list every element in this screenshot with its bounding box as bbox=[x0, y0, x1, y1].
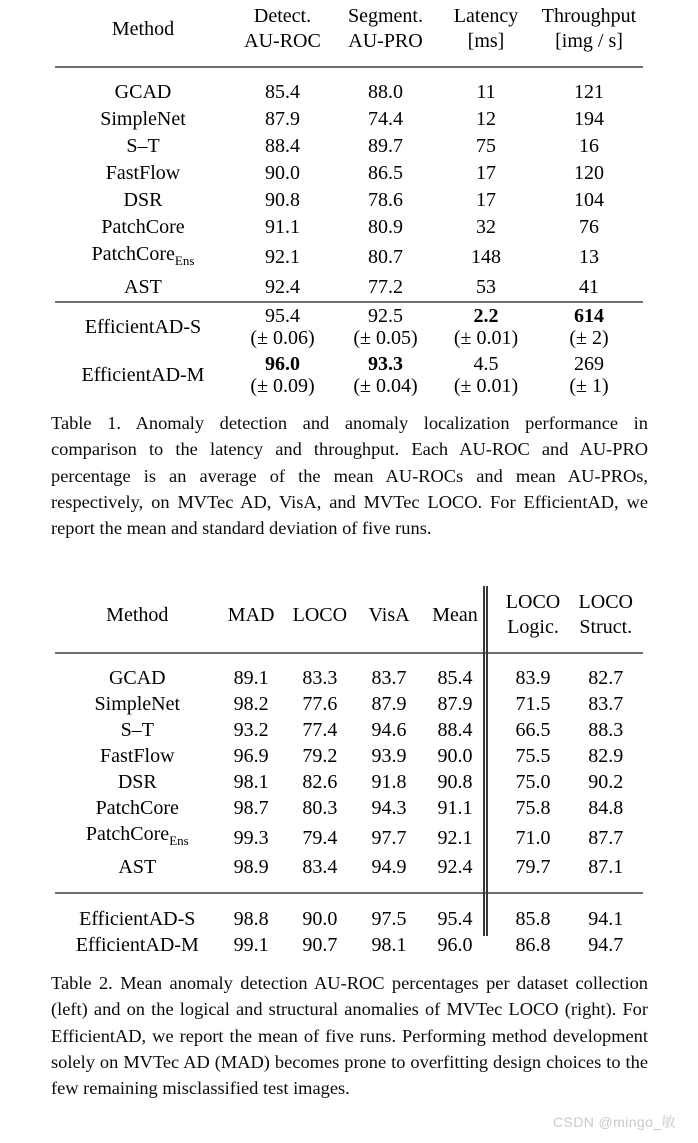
cell-mean-value: 92.5 bbox=[368, 305, 403, 327]
method-name: AST bbox=[124, 276, 162, 298]
method-name: DSR bbox=[117, 771, 157, 793]
method-name: EfficientAD-M bbox=[81, 364, 205, 386]
method-name: EfficientAD-S bbox=[84, 316, 202, 338]
spacer-cell bbox=[489, 821, 497, 854]
cell-throughput: 104 bbox=[574, 189, 604, 211]
cell-mean: 92.1 bbox=[437, 826, 473, 849]
table-row bbox=[55, 133, 643, 160]
method-name-cell bbox=[55, 133, 231, 160]
cell-visa: 98.1 bbox=[371, 934, 407, 956]
cell-std-value: (± 1) bbox=[569, 375, 609, 397]
method-name-cell bbox=[55, 106, 231, 133]
cell-visa: 94.9 bbox=[371, 856, 407, 878]
table-row bbox=[55, 821, 643, 854]
cell-loco-structural: 90.2 bbox=[588, 771, 624, 793]
cell-visa: 94.6 bbox=[371, 719, 407, 741]
t2-col-mean-label: Mean bbox=[432, 603, 478, 626]
cell-latency: 11 bbox=[476, 81, 496, 103]
method-name: EfficientAD-M bbox=[75, 934, 199, 956]
cell-loco-logical: 79.7 bbox=[515, 856, 551, 878]
method-name: DSR bbox=[123, 189, 163, 211]
cell-loco-logical: 71.0 bbox=[515, 826, 551, 849]
spacer-cell bbox=[489, 743, 497, 769]
cell-latency: 75 bbox=[476, 135, 496, 157]
method-name-cell bbox=[55, 214, 231, 241]
cell-latency: 17 bbox=[476, 189, 496, 211]
table-row bbox=[55, 717, 643, 743]
cell-latency: 12 bbox=[476, 108, 496, 130]
cell-mad: 99.3 bbox=[233, 826, 269, 849]
cell-loco: 79.2 bbox=[302, 745, 338, 767]
method-name: SimpleNet bbox=[94, 693, 181, 715]
method-name-cell bbox=[55, 854, 220, 880]
cell-loco-logical: 75.5 bbox=[515, 745, 551, 767]
cell-latency: 32 bbox=[476, 216, 496, 238]
table-row bbox=[55, 79, 643, 106]
method-name-cell bbox=[55, 821, 220, 854]
cell-visa: 97.7 bbox=[371, 826, 407, 849]
spacer-cell bbox=[489, 717, 497, 743]
cell-loco: 79.4 bbox=[302, 826, 338, 849]
method-name: FastFlow bbox=[105, 162, 181, 184]
method-name: SimpleNet bbox=[100, 108, 186, 130]
cell-visa: 87.9 bbox=[371, 693, 407, 715]
table-row bbox=[55, 106, 643, 133]
cell-std-value: (± 0.05) bbox=[353, 327, 418, 349]
cell-throughput: 120 bbox=[574, 162, 604, 184]
cell-mad: 98.1 bbox=[233, 771, 269, 793]
cell-loco: 90.0 bbox=[302, 908, 338, 930]
cell-segment-aupro: 77.2 bbox=[368, 276, 403, 298]
cell-loco-structural: 87.7 bbox=[588, 826, 624, 849]
table-2-caption-text: Mean anomaly detection AU-ROC percentages per dataset collection (left) and on the logical and structural anomalies of MVTec LOCO (right). For EfficientAD, we report the mean of five runs. Performing method development solely on MVTec AD (MAD) becomes prone to overfitting design choices to the few remaining misclassified test images. bbox=[51, 973, 648, 1099]
t2-col-logic-line1: LOCO bbox=[505, 591, 561, 613]
cell-loco-logical: 75.0 bbox=[515, 771, 551, 793]
t1-col-segment-line2: AU-PRO bbox=[348, 30, 423, 52]
method-name-cell bbox=[55, 691, 220, 717]
table-row-efficientad bbox=[55, 303, 643, 351]
cell-detect-auroc: 85.4 bbox=[265, 81, 300, 103]
table-2-header bbox=[55, 586, 643, 665]
table-1-rule-top bbox=[55, 54, 643, 79]
table-1-header bbox=[55, 0, 643, 79]
spacer-cell bbox=[489, 932, 497, 958]
cell-mean-value: 95.4 bbox=[265, 305, 300, 327]
cell-mad: 98.7 bbox=[233, 797, 269, 819]
method-name-cell bbox=[55, 274, 231, 301]
method-name-cell bbox=[55, 187, 231, 214]
cell-throughput: 76 bbox=[579, 216, 599, 238]
table-row bbox=[55, 743, 643, 769]
table-row bbox=[55, 241, 643, 274]
cell-std-value: (± 2) bbox=[569, 327, 609, 349]
cell-loco-structural: 82.9 bbox=[588, 745, 624, 767]
cell-mean: 95.4 bbox=[437, 908, 473, 930]
cell-loco: 80.3 bbox=[302, 797, 338, 819]
cell-visa: 97.5 bbox=[371, 908, 407, 930]
cell-latency bbox=[437, 351, 535, 399]
t2-col-method-label: Method bbox=[106, 603, 169, 626]
cell-segment-aupro: 80.7 bbox=[368, 246, 403, 268]
method-name-cell bbox=[55, 79, 231, 106]
table-2-header-row-1 bbox=[55, 586, 643, 615]
cell-mean: 91.1 bbox=[437, 797, 473, 819]
method-name: PatchCore bbox=[95, 797, 179, 819]
cell-loco-logical: 75.8 bbox=[515, 797, 551, 819]
csdn-watermark: CSDN @mingo_敏 bbox=[553, 1114, 676, 1130]
t1-col-detect-line2: AU-ROC bbox=[244, 30, 321, 52]
cell-detect-auroc: 90.8 bbox=[265, 189, 300, 211]
t1-col-latency-line1: Latency bbox=[453, 5, 519, 27]
method-name-cell bbox=[55, 665, 220, 691]
table-2-rule-mid-body bbox=[55, 880, 643, 906]
t2-col-mad-label: MAD bbox=[227, 603, 275, 626]
cell-std-value: (± 0.01) bbox=[453, 327, 519, 349]
cell-loco: 83.3 bbox=[302, 667, 338, 689]
spacer-cell bbox=[489, 795, 497, 821]
cell-segment-aupro: 86.5 bbox=[368, 162, 403, 184]
cell-detect-auroc: 92.4 bbox=[265, 276, 300, 298]
table-row bbox=[55, 187, 643, 214]
cell-segment-aupro: 78.6 bbox=[368, 189, 403, 211]
t1-col-segment-line1: Segment. bbox=[348, 5, 423, 27]
cell-mad: 93.2 bbox=[233, 719, 269, 741]
cell-loco-logical: 85.8 bbox=[515, 908, 551, 930]
cell-segment-aupro bbox=[334, 303, 437, 351]
method-name: PatchCore bbox=[91, 243, 175, 265]
method-name-cell bbox=[55, 932, 220, 958]
cell-latency: 148 bbox=[471, 246, 501, 268]
cell-visa: 83.7 bbox=[371, 667, 407, 689]
cell-loco-structural: 88.3 bbox=[588, 719, 624, 741]
cell-detect-auroc: 90.0 bbox=[265, 162, 300, 184]
t2-col-logic-line2: Logic. bbox=[507, 616, 559, 638]
method-name-cell bbox=[55, 743, 220, 769]
cell-mean-value: 93.3 bbox=[368, 353, 403, 375]
method-name-cell bbox=[55, 717, 220, 743]
method-name: AST bbox=[118, 856, 157, 878]
cell-loco-logical: 86.8 bbox=[515, 934, 551, 956]
table-row bbox=[55, 274, 643, 301]
cell-mean-value: 269 bbox=[574, 353, 604, 375]
cell-visa: 93.9 bbox=[371, 745, 407, 767]
table-2-container bbox=[0, 586, 698, 958]
cell-mad: 96.9 bbox=[233, 745, 269, 767]
table-row-efficientad bbox=[55, 932, 643, 958]
spacer-cell bbox=[489, 769, 497, 795]
cell-std-value: (± 0.06) bbox=[250, 327, 315, 349]
t1-col-detect-line1: Detect. bbox=[253, 5, 312, 27]
table-2 bbox=[55, 586, 643, 958]
cell-detect-auroc bbox=[231, 351, 334, 399]
cell-mad: 98.9 bbox=[233, 856, 269, 878]
cell-mean: 90.0 bbox=[437, 745, 473, 767]
method-name: GCAD bbox=[114, 81, 172, 103]
cell-loco: 82.6 bbox=[302, 771, 338, 793]
cell-detect-auroc bbox=[231, 303, 334, 351]
cell-mean-value: 2.2 bbox=[473, 305, 499, 327]
cell-mad: 99.1 bbox=[233, 934, 269, 956]
t2-col-struct-line2: Struct. bbox=[579, 616, 633, 638]
cell-detect-auroc: 88.4 bbox=[265, 135, 300, 157]
method-name: EfficientAD-S bbox=[79, 908, 196, 930]
method-name-cell bbox=[55, 795, 220, 821]
spacer-cell bbox=[489, 854, 497, 880]
table-2-rule-top bbox=[55, 640, 643, 665]
cell-throughput: 194 bbox=[574, 108, 604, 130]
cell-segment-aupro: 88.0 bbox=[368, 81, 403, 103]
method-name-cell bbox=[55, 769, 220, 795]
method-name-subscript: Ens bbox=[169, 833, 189, 848]
cell-loco-structural: 84.8 bbox=[588, 797, 624, 819]
cell-segment-aupro: 80.9 bbox=[368, 216, 403, 238]
table-1-efficient-body bbox=[55, 303, 643, 399]
table-2-efficient-body bbox=[55, 906, 643, 958]
method-name-subscript: Ens bbox=[174, 253, 195, 268]
cell-latency: 17 bbox=[476, 162, 496, 184]
t1-col-throughput-line1: Throughput bbox=[541, 5, 637, 27]
cell-mean: 87.9 bbox=[437, 693, 473, 715]
cell-latency bbox=[437, 303, 535, 351]
cell-throughput: 16 bbox=[579, 135, 599, 157]
table-2-caption-label: Table 2. bbox=[51, 973, 113, 993]
table-1-container bbox=[0, 0, 698, 399]
method-name: GCAD bbox=[108, 667, 166, 689]
method-name-cell bbox=[55, 241, 231, 274]
cell-loco-structural: 94.1 bbox=[588, 908, 624, 930]
cell-detect-auroc: 91.1 bbox=[265, 216, 300, 238]
cell-mean: 96.0 bbox=[437, 934, 473, 956]
cell-detect-auroc: 87.9 bbox=[265, 108, 300, 130]
method-name-cell bbox=[55, 303, 231, 351]
table-2-rule-mid bbox=[55, 880, 643, 906]
cell-segment-aupro bbox=[334, 351, 437, 399]
table-1-body bbox=[55, 79, 643, 301]
table-row bbox=[55, 769, 643, 795]
cell-visa: 91.8 bbox=[371, 771, 407, 793]
method-name-cell bbox=[55, 351, 231, 399]
table-2-double-vertical-rule bbox=[483, 586, 488, 936]
cell-loco: 83.4 bbox=[302, 856, 338, 878]
cell-loco-logical: 66.5 bbox=[515, 719, 551, 741]
cell-loco-structural: 83.7 bbox=[588, 693, 624, 715]
cell-mean: 85.4 bbox=[437, 667, 473, 689]
cell-throughput bbox=[535, 351, 643, 399]
cell-mean-value: 96.0 bbox=[265, 353, 300, 375]
table-2-body bbox=[55, 665, 643, 880]
cell-std-value: (± 0.04) bbox=[353, 375, 418, 397]
table-row bbox=[55, 665, 643, 691]
cell-detect-auroc: 92.1 bbox=[265, 246, 300, 268]
cell-mean: 88.4 bbox=[437, 719, 473, 741]
cell-loco: 90.7 bbox=[302, 934, 338, 956]
table-row bbox=[55, 160, 643, 187]
method-name: PatchCore bbox=[101, 216, 185, 238]
method-name: S–T bbox=[126, 135, 160, 157]
table-1-caption-text: Anomaly detection and anomaly localization performance in comparison to the latency and throughput. Each AU-ROC and AU-PRO percentage is an average of the mean AU-ROCs and mean AU-PROs, respectively, on MVTec AD, VisA, and MVTec LOCO. For EfficientAD, we report the mean and standard deviation of five runs. bbox=[51, 413, 648, 539]
cell-loco: 77.4 bbox=[302, 719, 338, 741]
cell-std-value: (± 0.09) bbox=[250, 375, 315, 397]
cell-throughput: 41 bbox=[579, 276, 599, 298]
table-row bbox=[55, 691, 643, 717]
cell-throughput bbox=[535, 303, 643, 351]
table-row bbox=[55, 795, 643, 821]
table-1 bbox=[55, 0, 643, 399]
cell-mean: 90.8 bbox=[437, 771, 473, 793]
method-name: S–T bbox=[120, 719, 154, 741]
t2-col-loco-label: LOCO bbox=[292, 603, 348, 626]
cell-latency: 53 bbox=[476, 276, 496, 298]
cell-std-value: (± 0.01) bbox=[453, 375, 519, 397]
cell-mean-value: 614 bbox=[574, 305, 604, 327]
spacer-cell bbox=[489, 906, 497, 932]
method-name: PatchCore bbox=[85, 823, 170, 845]
t1-col-throughput-line2: [img / s] bbox=[555, 30, 623, 52]
cell-segment-aupro: 89.7 bbox=[368, 135, 403, 157]
cell-mad: 98.8 bbox=[233, 908, 269, 930]
t1-col-latency-line2: [ms] bbox=[467, 30, 505, 52]
cell-segment-aupro: 74.4 bbox=[368, 108, 403, 130]
table-2-caption bbox=[51, 970, 648, 1101]
spacer-cell bbox=[489, 691, 497, 717]
cell-loco-structural: 94.7 bbox=[588, 934, 624, 956]
cell-mad: 98.2 bbox=[233, 693, 269, 715]
cell-loco-structural: 82.7 bbox=[588, 667, 624, 689]
t2-col-visa-label: VisA bbox=[368, 603, 410, 626]
cell-loco-logical: 83.9 bbox=[515, 667, 551, 689]
spacer-cell bbox=[489, 665, 497, 691]
cell-throughput: 13 bbox=[579, 246, 599, 268]
cell-visa: 94.3 bbox=[371, 797, 407, 819]
cell-mean: 92.4 bbox=[437, 856, 473, 878]
cell-loco-structural: 87.1 bbox=[588, 856, 624, 878]
table-1-header-row-1 bbox=[55, 0, 643, 29]
table-row bbox=[55, 214, 643, 241]
t2-double-rule-gap bbox=[489, 586, 497, 640]
table-row bbox=[55, 854, 643, 880]
cell-mean-value: 4.5 bbox=[473, 353, 499, 375]
method-name: FastFlow bbox=[100, 745, 175, 767]
cell-loco-logical: 71.5 bbox=[515, 693, 551, 715]
cell-throughput: 121 bbox=[574, 81, 604, 103]
table-row-efficientad bbox=[55, 906, 643, 932]
method-name-cell bbox=[55, 906, 220, 932]
method-name-cell bbox=[55, 160, 231, 187]
t2-col-struct-line1: LOCO bbox=[578, 591, 633, 613]
cell-loco: 77.6 bbox=[302, 693, 338, 715]
cell-mad: 89.1 bbox=[233, 667, 269, 689]
table-1-caption bbox=[51, 410, 648, 541]
table-row-efficientad bbox=[55, 351, 643, 399]
t1-col-method-label: Method bbox=[111, 17, 175, 40]
table-1-caption-label: Table 1. bbox=[51, 413, 121, 433]
